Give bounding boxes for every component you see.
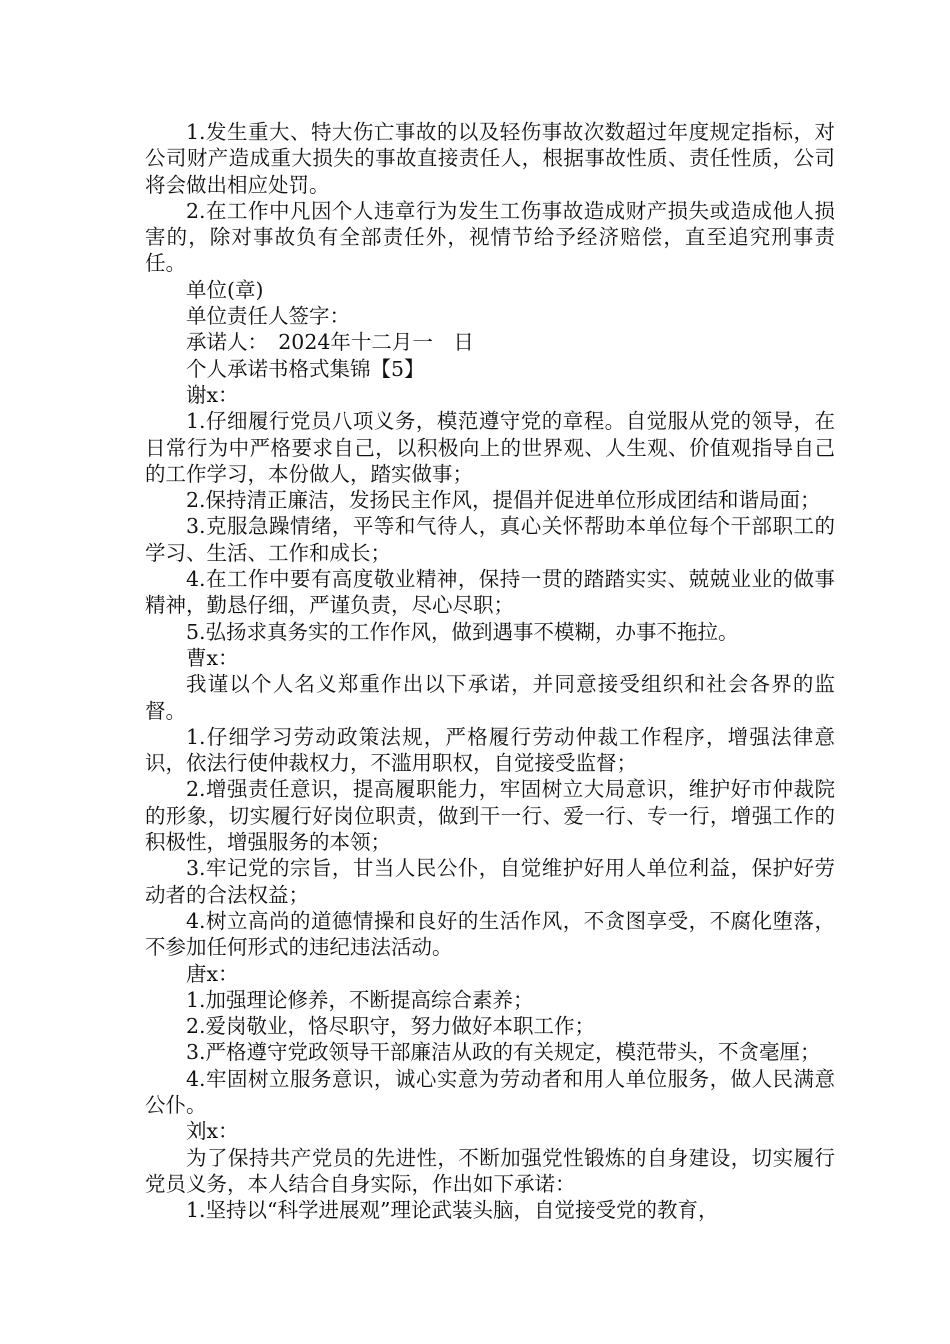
paragraph-xie-2: 2.保持清正廉洁，发扬民主作风，提倡并促进单位形成团结和谐局面；: [186, 488, 821, 513]
paragraph-tang-3: 3.严格遵守党政领导干部廉洁从政的有关规定，模范带头，不贪毫厘；: [186, 1040, 821, 1065]
paragraph-2: 2.在工作中凡因个人违章行为发生工伤事故造成财产损失或造成他人损害的，除对事故负有全部责任外，视情节给予经济赔偿，直至追究刑事责任。: [145, 198, 835, 276]
person-heading-tang: 唐x：: [186, 961, 239, 986]
paragraph-cao-3: 3.牢记党的宗旨，甘当人民公仆，自觉维护好用人单位利益，保护好劳动者的合法权益；: [145, 856, 835, 907]
paragraph-cao-intro: 我谨以个人名义郑重作出以下承诺，并同意接受组织和社会各界的监督。: [145, 672, 835, 723]
paragraph-tang-1: 1.加强理论修养，不断提高综合素养；: [186, 987, 534, 1012]
section-heading: 个人承诺书格式集锦【5】: [186, 356, 425, 381]
paragraph-liu-1: 1.坚持以“科学进展观”理论武装头脑，自觉接受党的教育，: [186, 1198, 719, 1223]
paragraph-xie-4: 4.在工作中要有高度敬业精神，保持一贯的踏踏实实、兢兢业业的做事精神，勤恳仔细，严谨负责，尽心尽职；: [145, 567, 835, 618]
paragraph-xie-5: 5.弘扬求真务实的工作作风，做到遇事不模糊，办事不拖拉。: [186, 619, 739, 644]
unit-signature-line: 单位责任人签字：: [186, 304, 350, 329]
unit-seal-line: 单位(章): [186, 277, 264, 302]
paragraph-1: 1.发生重大、特大伤亡事故的以及轻伤事故次数超过年度规定指标，对公司财产造成重大损失的事故直接责任人，根据事故性质、责任性质，公司将会做出相应处罚。: [145, 120, 835, 197]
paragraph-cao-2: 2.增强责任意识，提高履职能力，牢固树立大局意识，维护好市仲裁院的形象，切实履行好岗位职责，做到干一行、爱一行、专一行，增强工作的积极性，增强服务的本领；: [145, 777, 835, 855]
person-heading-xie: 谢x：: [186, 382, 239, 407]
paragraph-xie-1: 1.仔细履行党员八项义务，模范遵守党的章程。自觉服从党的领导，在日常行为中严格要求自己，以积极向上的世界观、人生观、价值观指导自己的工作学习，本份做人，踏实做事；: [145, 409, 835, 486]
paragraph-tang-2: 2.爱岗敬业，恪尽职守，努力做好本职工作；: [186, 1014, 596, 1039]
promiser-date-line: 承诺人： 2024年十二月一 日: [186, 330, 474, 355]
paragraph-cao-1: 1.仔细学习劳动政策法规，严格履行劳动仲裁工作程序，增强法律意识，依法行使仲裁权力，不滥用职权，自觉接受监督；: [145, 724, 835, 776]
paragraph-cao-4: 4.树立高尚的道德情操和良好的生活作风，不贪图享受，不腐化堕落，不参加任何形式的违纪违法活动。: [145, 908, 835, 960]
document-body: [145, 119, 835, 1223]
person-heading-liu: 刘x：: [186, 1119, 239, 1144]
paragraph-liu-intro: 为了保持共产党员的先进性，不断加强党性锻炼的自身建设，切实履行党员义务，本人结合自身实际，作出如下承诺：: [145, 1145, 835, 1196]
paragraph-xie-3: 3.克服急躁情绪，平等和气待人，真心关怀帮助本单位每个干部职工的学习、生活、工作和成长；: [145, 514, 835, 565]
person-heading-cao: 曹x：: [186, 645, 239, 670]
paragraph-tang-4: 4.牢固树立服务意识，诚心实意为劳动者和用人单位服务，做人民满意公仆。: [145, 1066, 835, 1117]
